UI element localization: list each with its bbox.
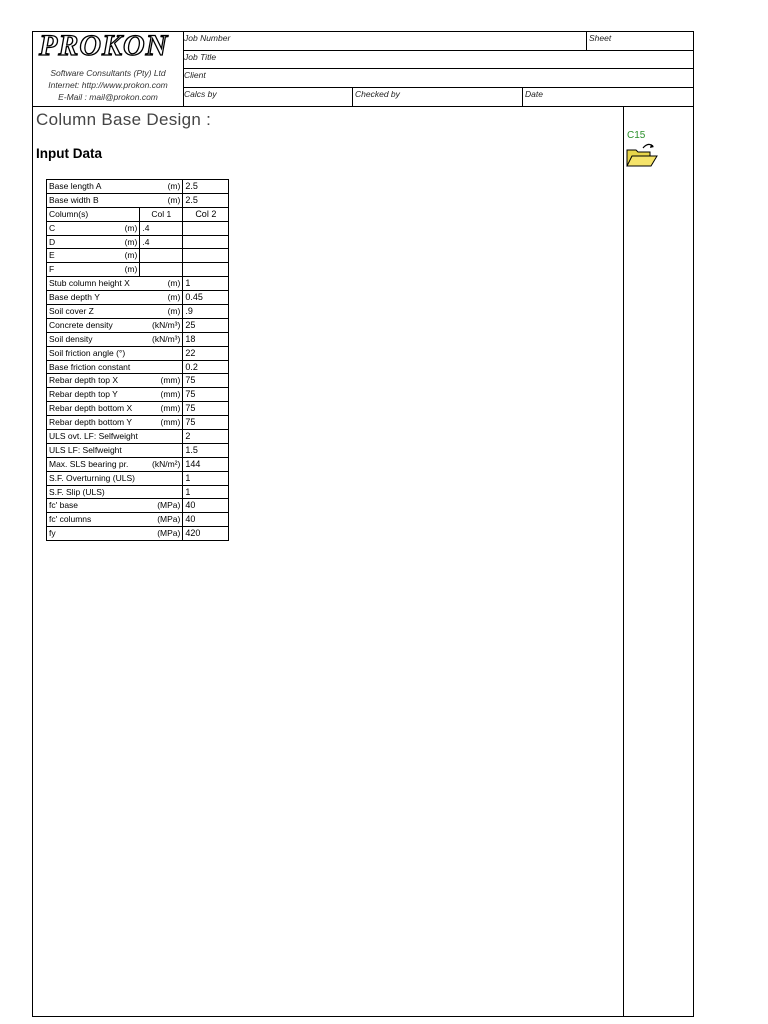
- stub-height-input[interactable]: 1: [183, 277, 229, 291]
- e-col2-input[interactable]: [183, 249, 229, 263]
- table-row: [47, 485, 229, 499]
- col2-header: Col 2: [183, 207, 229, 221]
- uls-lf-input[interactable]: 1.5: [183, 443, 229, 457]
- client-row: [183, 69, 693, 88]
- base-width-input[interactable]: 2.5: [183, 193, 229, 207]
- table-row: [47, 527, 229, 541]
- row-unit: (m): [140, 291, 183, 305]
- row-label: Column(s): [47, 207, 140, 221]
- input-data-table: [46, 179, 229, 541]
- row-unit: [140, 360, 183, 374]
- table-row: [47, 443, 229, 457]
- row-label: Soil cover Z: [47, 305, 140, 319]
- row-unit: (kN/m³): [140, 332, 183, 346]
- table-row: [47, 402, 229, 416]
- table-row: [47, 235, 229, 249]
- soil-friction-input[interactable]: 22: [183, 346, 229, 360]
- row-unit: (m): [124, 222, 138, 233]
- row-label: Rebar depth top X: [47, 374, 140, 388]
- row-label: Rebar depth bottom Y: [47, 416, 140, 430]
- row-label: Soil friction angle (°): [47, 346, 140, 360]
- table-row: [47, 305, 229, 319]
- row-unit: [140, 430, 183, 444]
- table-row: [47, 374, 229, 388]
- base-length-input[interactable]: 2.5: [183, 180, 229, 194]
- right-margin-column: [623, 106, 694, 1016]
- soil-cover-input[interactable]: .9: [183, 305, 229, 319]
- date-label: Date: [525, 89, 543, 99]
- table-row: [47, 332, 229, 346]
- table-row: [47, 430, 229, 444]
- base-friction-input[interactable]: 0.2: [183, 360, 229, 374]
- divider: [352, 88, 353, 106]
- sf-overturning-input[interactable]: 1: [183, 471, 229, 485]
- row-unit: (m): [140, 277, 183, 291]
- calcs-by-label: Calcs by: [184, 89, 217, 99]
- row-unit: (m): [140, 193, 183, 207]
- row-label: Stub column height X: [47, 277, 140, 291]
- row-unit: (MPa): [140, 513, 183, 527]
- base-depth-input[interactable]: 0.45: [183, 291, 229, 305]
- table-row: [47, 193, 229, 207]
- row-label: Base length A: [47, 180, 140, 194]
- client-label: Client: [184, 70, 206, 80]
- row-label: Base width B: [47, 193, 140, 207]
- sheet-label: Sheet: [589, 33, 612, 43]
- table-row: [47, 471, 229, 485]
- row-label: [47, 249, 140, 263]
- company-name: Software Consultants (Pty) Ltd: [50, 68, 166, 78]
- rebar-bottom-x-input[interactable]: 75: [183, 402, 229, 416]
- row-label: [47, 235, 140, 249]
- table-row: [47, 221, 229, 235]
- divider: [522, 88, 523, 106]
- table-row: [47, 499, 229, 513]
- col1-header: Col 1: [140, 207, 183, 221]
- row-label: [47, 221, 140, 235]
- e-label: E: [49, 250, 55, 261]
- e-col1-input[interactable]: [140, 249, 183, 263]
- d-col1-input[interactable]: .4: [140, 235, 183, 249]
- row-label: Concrete density: [47, 318, 140, 332]
- row-unit: (MPa): [140, 499, 183, 513]
- row-unit: [140, 346, 183, 360]
- row-label: S.F. Slip (ULS): [47, 485, 140, 499]
- sf-slip-input[interactable]: 1: [183, 485, 229, 499]
- row-label: ULS ovt. LF: Selfweight: [47, 430, 140, 444]
- row-unit: (mm): [140, 374, 183, 388]
- c-col2-input[interactable]: [183, 221, 229, 235]
- f-col1-input[interactable]: [140, 263, 183, 277]
- row-label: Rebar depth bottom X: [47, 402, 140, 416]
- row-label: Max. SLS bearing pr.: [47, 457, 140, 471]
- job-number-label: Job Number: [184, 33, 231, 43]
- row-unit: [140, 471, 183, 485]
- row-label: S.F. Overturning (ULS): [47, 471, 140, 485]
- page-title: Column Base Design :: [36, 110, 212, 129]
- rebar-top-x-input[interactable]: 75: [183, 374, 229, 388]
- row-unit: (mm): [140, 416, 183, 430]
- fc-base-input[interactable]: 40: [183, 499, 229, 513]
- c15-label: C15: [627, 130, 646, 141]
- table-row: [47, 263, 229, 277]
- table-row: [47, 207, 229, 221]
- row-label: ULS LF: Selfweight: [47, 443, 140, 457]
- row-unit: (m): [124, 264, 138, 275]
- row-label: fc' base: [47, 499, 140, 513]
- row-label: fc' columns: [47, 513, 140, 527]
- row-label: [47, 263, 140, 277]
- row-label: Rebar depth top Y: [47, 388, 140, 402]
- prokon-logo: PROKON: [39, 29, 169, 62]
- max-sls-input[interactable]: 144: [183, 457, 229, 471]
- job-title-label: Job Title: [184, 52, 217, 62]
- row-unit: (m): [140, 305, 183, 319]
- rebar-top-y-input[interactable]: 75: [183, 388, 229, 402]
- row-unit: [140, 485, 183, 499]
- row-unit: [140, 443, 183, 457]
- row-label: Base depth Y: [47, 291, 140, 305]
- calc-sheet: [32, 31, 694, 1017]
- logo-block: [33, 29, 184, 106]
- row-unit: (MPa): [140, 527, 183, 541]
- d-label: D: [49, 236, 56, 247]
- calcs-row: [183, 88, 693, 106]
- rebar-bottom-y-input[interactable]: 75: [183, 416, 229, 430]
- concrete-density-input[interactable]: 25: [183, 318, 229, 332]
- table-row: [47, 249, 229, 263]
- soil-density-input[interactable]: 18: [183, 332, 229, 346]
- row-label: fy: [47, 527, 140, 541]
- table-row: [47, 416, 229, 430]
- sheet-header: [33, 29, 693, 107]
- job-number-row: [183, 32, 693, 51]
- table-row: [47, 346, 229, 360]
- row-unit: (kN/m²): [140, 457, 183, 471]
- divider: [586, 32, 587, 50]
- job-title-row: [183, 51, 693, 69]
- row-label: Soil density: [47, 332, 140, 346]
- d-col2-input[interactable]: [183, 235, 229, 249]
- fy-input[interactable]: 420: [183, 527, 229, 541]
- table-row: [47, 457, 229, 471]
- section-title: Input Data: [36, 146, 102, 161]
- row-unit: (m): [140, 180, 183, 194]
- uls-ovt-input[interactable]: 2: [183, 430, 229, 444]
- row-unit: (m): [124, 250, 138, 261]
- table-row: [47, 388, 229, 402]
- table-row: [47, 360, 229, 374]
- checked-by-label: Checked by: [355, 89, 400, 99]
- row-unit: (kN/m³): [140, 318, 183, 332]
- row-unit: (mm): [140, 402, 183, 416]
- row-label: Base friction constant: [47, 360, 140, 374]
- f-col2-input[interactable]: [183, 263, 229, 277]
- table-row: [47, 318, 229, 332]
- table-row: [47, 291, 229, 305]
- table-row: [47, 513, 229, 527]
- table-row: [47, 277, 229, 291]
- company-email: E-Mail : mail@prokon.com: [58, 92, 158, 102]
- c-label: C: [49, 222, 56, 233]
- f-label: F: [49, 264, 55, 275]
- row-unit: (mm): [140, 388, 183, 402]
- company-internet: Internet: http://www.prokon.com: [48, 80, 168, 90]
- open-folder-icon[interactable]: [626, 142, 658, 168]
- fc-columns-input[interactable]: 40: [183, 513, 229, 527]
- table-row: [47, 180, 229, 194]
- row-unit: (m): [124, 236, 138, 247]
- c-col1-input[interactable]: .4: [140, 221, 183, 235]
